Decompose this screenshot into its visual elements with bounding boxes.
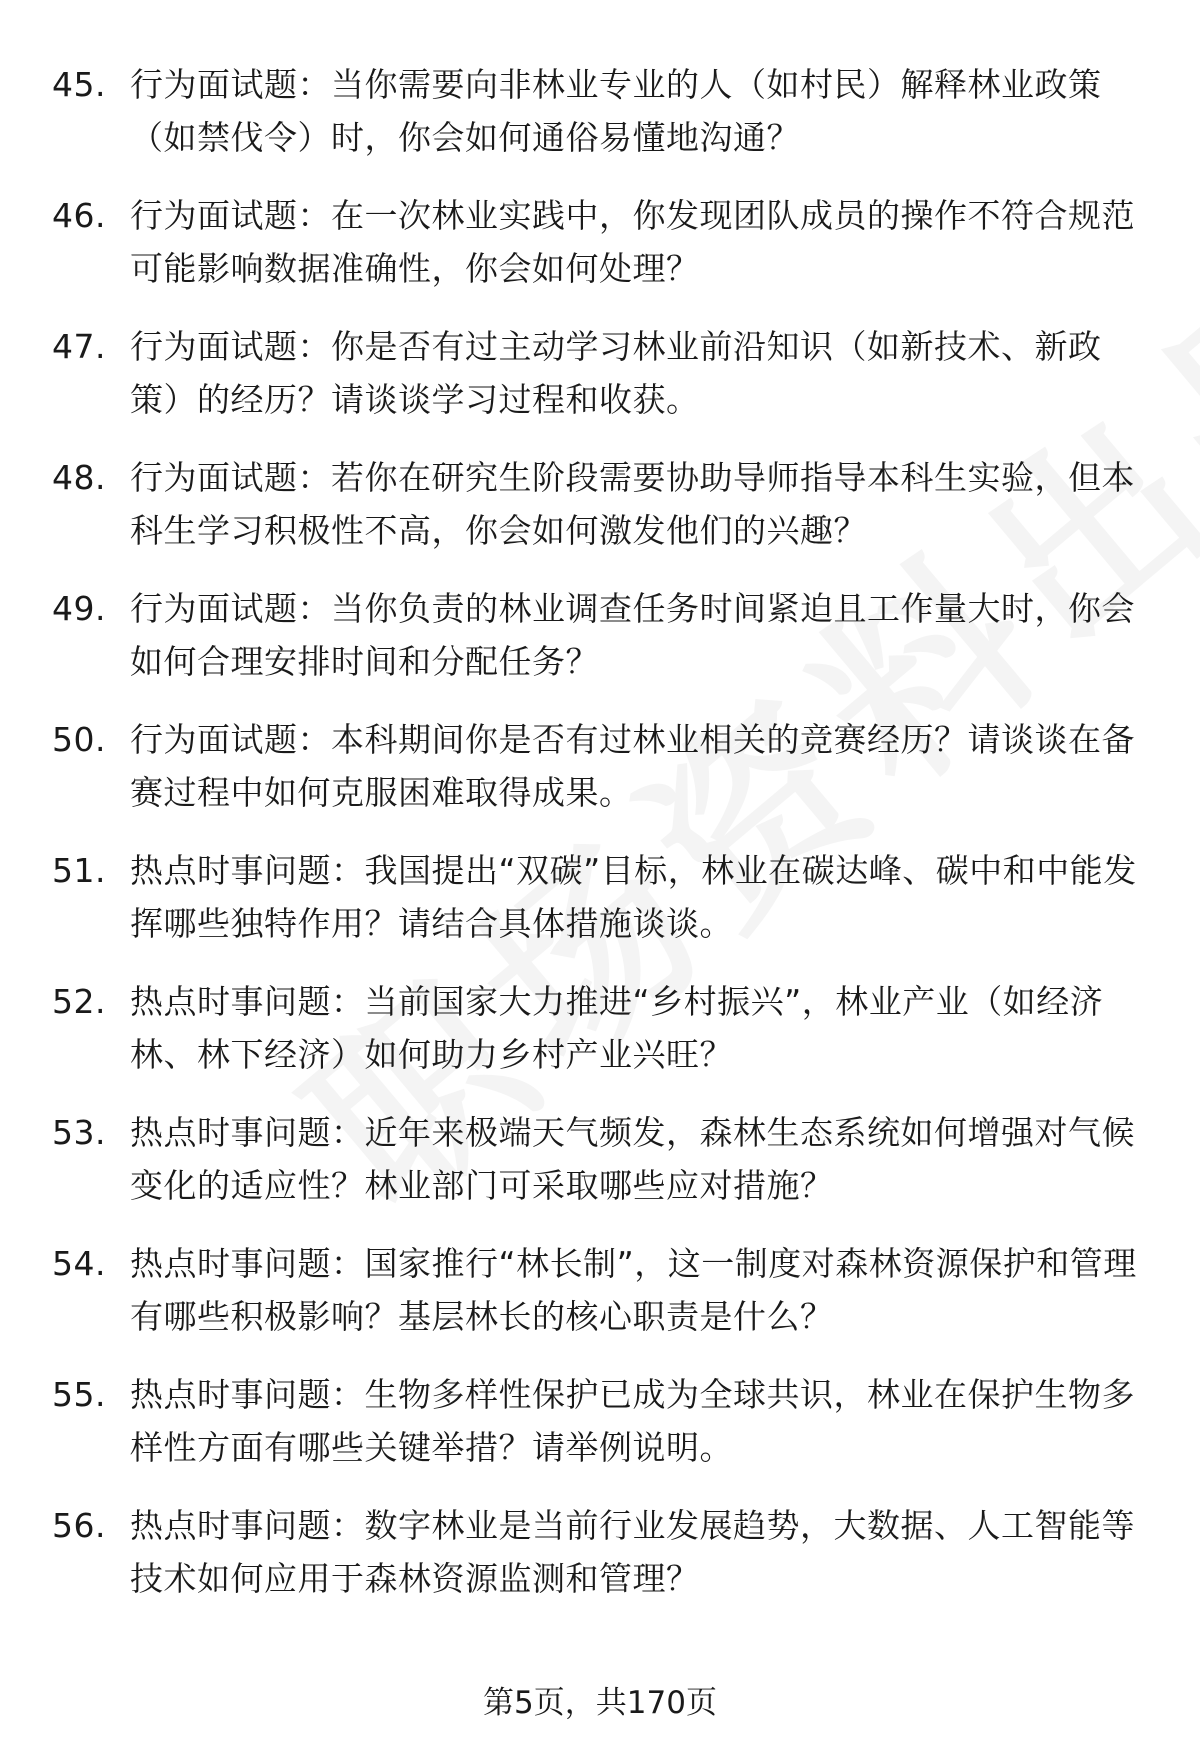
question-number: 50. — [52, 720, 106, 759]
question-text: 热点时事问题：国家推行“林长制”，这一制度对森林资源保护和管理有哪些积极影响？基层林长的核心职责是什么？ — [130, 1244, 1137, 1336]
question-item — [0, 1106, 1200, 1237]
question-number: 45. — [52, 65, 106, 104]
question-text: 热点时事问题：当前国家大力推进“乡村振兴”，林业产业（如经济林、林下经济）如何助力乡村产业兴旺？ — [130, 982, 1104, 1074]
question-text: 行为面试题：本科期间你是否有过林业相关的竞赛经历？请谈谈在备赛过程中如何克服困难取得成果。 — [130, 720, 1135, 812]
question-item — [0, 582, 1200, 713]
question-number: 53. — [52, 1113, 106, 1152]
question-item — [0, 189, 1200, 320]
question-number: 47. — [52, 327, 106, 366]
question-text: 行为面试题：你是否有过主动学习林业前沿知识（如新技术、新政策）的经历？请谈谈学习过程和收获。 — [130, 327, 1102, 419]
page-number-footer: 第5页，共170页 — [483, 1685, 717, 1721]
question-text: 热点时事问题：我国提出“双碳”目标，林业在碳达峰、碳中和中能发挥哪些独特作用？请结合具体措施谈谈。 — [130, 851, 1137, 943]
question-item — [0, 713, 1200, 844]
question-item — [0, 1499, 1200, 1630]
question-item — [0, 975, 1200, 1106]
question-list — [0, 58, 1200, 1630]
question-text: 热点时事问题：近年来极端天气频发，森林生态系统如何增强对气候变化的适应性？林业部门可采取哪些应对措施？ — [130, 1113, 1135, 1205]
question-number: 51. — [52, 851, 106, 890]
question-number: 48. — [52, 458, 106, 497]
question-number: 49. — [52, 589, 106, 628]
question-number: 56. — [52, 1506, 106, 1545]
question-text: 热点时事问题：数字林业是当前行业发展趋势，大数据、人工智能等技术如何应用于森林资源监测和管理？ — [130, 1506, 1135, 1598]
question-item — [0, 451, 1200, 582]
question-item — [0, 1368, 1200, 1499]
question-number: 55. — [52, 1375, 106, 1414]
question-item — [0, 844, 1200, 975]
question-number: 54. — [52, 1244, 106, 1283]
question-item — [0, 1237, 1200, 1368]
question-text: 行为面试题：若你在研究生阶段需要协助导师指导本科生实验，但本科生学习积极性不高，你会如何激发他们的兴趣？ — [130, 458, 1135, 550]
question-number: 46. — [52, 196, 106, 235]
question-item — [0, 320, 1200, 451]
question-text: 热点时事问题：生物多样性保护已成为全球共识，林业在保护生物多样性方面有哪些关键举措？请举例说明。 — [130, 1375, 1135, 1467]
question-text: 行为面试题：当你需要向非林业专业的人（如村民）解释林业政策（如禁伐令）时，你会如何通俗易懂地沟通？ — [130, 65, 1102, 157]
question-item — [0, 58, 1200, 189]
question-text: 行为面试题：在一次林业实践中，你发现团队成员的操作不符合规范可能影响数据准确性，你会如何处理？ — [130, 196, 1135, 288]
question-text: 行为面试题：当你负责的林业调查任务时间紧迫且工作量大时，你会如何合理安排时间和分配任务？ — [130, 589, 1135, 681]
question-number: 52. — [52, 982, 106, 1021]
